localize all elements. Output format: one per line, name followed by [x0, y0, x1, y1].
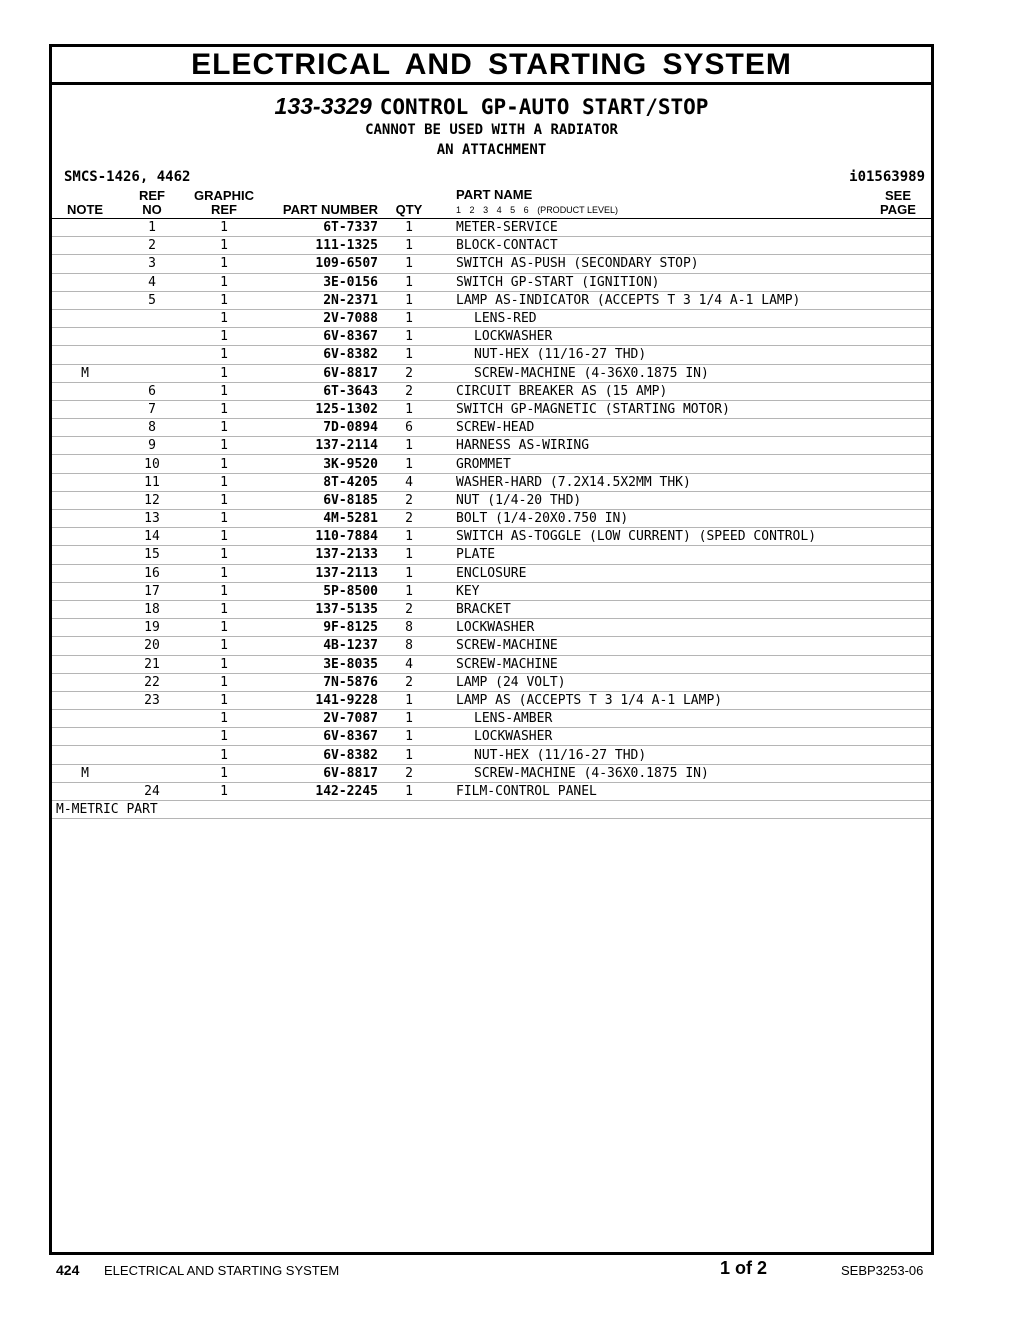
parts-page-frame	[49, 44, 934, 1255]
graphic-ref-cell: 1	[186, 473, 262, 491]
part-name-cell: SCREW-MACHINE (4-36X0.1875 IN)	[430, 764, 865, 782]
ref-no-cell: 4	[118, 273, 186, 291]
see-page-cell	[865, 564, 931, 582]
table-row	[52, 673, 931, 691]
part-name-cell: LAMP AS (ACCEPTS T 3 1/4 A-1 LAMP)	[430, 691, 865, 709]
part-name-cell: NUT-HEX (11/16-27 THD)	[430, 746, 865, 764]
qty-cell: 2	[388, 491, 430, 509]
col-note: NOTE	[52, 188, 118, 219]
part-number-cell: 6T-3643	[262, 382, 388, 400]
note-cell	[52, 291, 118, 309]
note-cell: M	[52, 364, 118, 382]
note-cell	[52, 219, 118, 237]
ref-no-cell: 11	[118, 473, 186, 491]
part-name-cell: HARNESS AS-WIRING	[430, 437, 865, 455]
table-row	[52, 382, 931, 400]
see-page-cell	[865, 673, 931, 691]
ref-no-cell: 12	[118, 491, 186, 509]
table-row	[52, 273, 931, 291]
qty-cell: 1	[388, 237, 430, 255]
col-see-page: SEE PAGE	[865, 188, 931, 219]
graphic-ref-cell: 1	[186, 710, 262, 728]
qty-cell: 8	[388, 619, 430, 637]
see-page-cell	[865, 691, 931, 709]
part-name-cell: BOLT (1/4-20X0.750 IN)	[430, 510, 865, 528]
note-cell	[52, 728, 118, 746]
group-title	[52, 93, 931, 120]
ref-no-cell: 7	[118, 400, 186, 418]
ref-no-cell: 19	[118, 619, 186, 637]
col-part-name: PART NAME 1 2 3 4 5 6 (PRODUCT LEVEL)	[430, 188, 865, 219]
graphic-ref-cell: 1	[186, 564, 262, 582]
see-page-cell	[865, 255, 931, 273]
ref-no-cell	[118, 328, 186, 346]
see-page-cell	[865, 346, 931, 364]
smcs-code: SMCS-1426, 4462	[64, 169, 191, 185]
note-cell	[52, 455, 118, 473]
table-row	[52, 546, 931, 564]
part-number-cell: 6V-8382	[262, 746, 388, 764]
ref-no-cell: 17	[118, 582, 186, 600]
part-number-cell: 6V-8367	[262, 328, 388, 346]
part-name-cell: KEY	[430, 582, 865, 600]
ref-no-cell: 14	[118, 528, 186, 546]
part-number-cell: 2V-7087	[262, 710, 388, 728]
graphic-ref-cell: 1	[186, 582, 262, 600]
graphic-ref-cell: 1	[186, 437, 262, 455]
usage-note-2: AN ATTACHMENT	[436, 142, 547, 158]
part-number-cell: 7D-0894	[262, 419, 388, 437]
part-number-cell: 6T-7337	[262, 219, 388, 237]
group-part-number: 133-3329	[274, 93, 372, 119]
graphic-ref-cell: 1	[186, 655, 262, 673]
note-cell	[52, 382, 118, 400]
see-page-cell	[865, 328, 931, 346]
note-cell	[52, 582, 118, 600]
qty-cell: 1	[388, 564, 430, 582]
footnote-row	[52, 801, 931, 819]
part-number-cell: 6V-8185	[262, 491, 388, 509]
parts-table	[52, 188, 931, 819]
page-number: 424	[56, 1262, 80, 1278]
part-name-cell: GROMMET	[430, 455, 865, 473]
ref-no-cell	[118, 346, 186, 364]
note-cell	[52, 309, 118, 327]
see-page-cell	[865, 764, 931, 782]
note-cell	[52, 655, 118, 673]
graphic-ref-cell: 1	[186, 346, 262, 364]
part-number-cell: 4B-1237	[262, 637, 388, 655]
part-name-cell: LENS-AMBER	[430, 710, 865, 728]
col-part-number: PART NUMBER	[262, 188, 388, 219]
graphic-ref-cell: 1	[186, 273, 262, 291]
qty-cell: 1	[388, 782, 430, 800]
ref-no-cell: 22	[118, 673, 186, 691]
qty-cell: 2	[388, 510, 430, 528]
part-number-cell: 4M-5281	[262, 510, 388, 528]
ref-no-cell: 23	[118, 691, 186, 709]
graphic-ref-cell: 1	[186, 691, 262, 709]
smcs-row	[52, 166, 931, 188]
see-page-cell	[865, 782, 931, 800]
see-page-cell	[865, 237, 931, 255]
graphic-ref-cell: 1	[186, 637, 262, 655]
note-cell	[52, 691, 118, 709]
part-number-cell: 3E-0156	[262, 273, 388, 291]
note-cell	[52, 546, 118, 564]
part-name-cell: SWITCH GP-MAGNETIC (STARTING MOTOR)	[430, 400, 865, 418]
part-number-cell: 6V-8367	[262, 728, 388, 746]
part-number-cell: 6V-8817	[262, 764, 388, 782]
qty-cell: 1	[388, 219, 430, 237]
part-number-cell: 9F-8125	[262, 619, 388, 637]
part-number-cell: 8T-4205	[262, 473, 388, 491]
table-row	[52, 528, 931, 546]
qty-cell: 1	[388, 691, 430, 709]
table-row	[52, 655, 931, 673]
part-name-cell: ENCLOSURE	[430, 564, 865, 582]
see-page-cell	[865, 528, 931, 546]
part-number-cell: 137-2114	[262, 437, 388, 455]
see-page-cell	[865, 273, 931, 291]
see-page-cell	[865, 219, 931, 237]
table-row	[52, 255, 931, 273]
note-cell	[52, 473, 118, 491]
ref-no-cell: 8	[118, 419, 186, 437]
part-name-cell: NUT-HEX (11/16-27 THD)	[430, 346, 865, 364]
qty-cell: 1	[388, 255, 430, 273]
note-cell	[52, 400, 118, 418]
see-page-cell	[865, 400, 931, 418]
qty-cell: 1	[388, 346, 430, 364]
part-name-cell: SWITCH AS-PUSH (SECONDARY STOP)	[430, 255, 865, 273]
metric-footnote: M-METRIC PART	[52, 801, 931, 819]
part-name-cell: SWITCH GP-START (IGNITION)	[430, 273, 865, 291]
note-cell	[52, 419, 118, 437]
part-name-cell: CIRCUIT BREAKER AS (15 AMP)	[430, 382, 865, 400]
graphic-ref-cell: 1	[186, 782, 262, 800]
graphic-ref-cell: 1	[186, 255, 262, 273]
see-page-cell	[865, 455, 931, 473]
qty-cell: 1	[388, 528, 430, 546]
see-page-cell	[865, 309, 931, 327]
table-row	[52, 328, 931, 346]
part-name-cell: SCREW-HEAD	[430, 419, 865, 437]
table-header-row	[52, 188, 931, 219]
part-number-cell: 6V-8382	[262, 346, 388, 364]
qty-cell: 4	[388, 473, 430, 491]
table-row	[52, 419, 931, 437]
part-name-cell: WASHER-HARD (7.2X14.5X2MM THK)	[430, 473, 865, 491]
see-page-cell	[865, 510, 931, 528]
graphic-ref-cell: 1	[186, 419, 262, 437]
graphic-ref-cell: 1	[186, 764, 262, 782]
graphic-ref-cell: 1	[186, 219, 262, 237]
qty-cell: 1	[388, 291, 430, 309]
part-number-cell: 125-1302	[262, 400, 388, 418]
table-row	[52, 600, 931, 618]
part-name-cell: SCREW-MACHINE (4-36X0.1875 IN)	[430, 364, 865, 382]
group-part-name: CONTROL GP-AUTO START/STOP	[379, 95, 709, 119]
qty-cell: 2	[388, 364, 430, 382]
graphic-ref-cell: 1	[186, 364, 262, 382]
part-number-cell: 110-7884	[262, 528, 388, 546]
part-name-cell: LAMP (24 VOLT)	[430, 673, 865, 691]
graphic-ref-cell: 1	[186, 328, 262, 346]
see-page-cell	[865, 364, 931, 382]
table-row	[52, 237, 931, 255]
page-count: 1 of 2	[720, 1258, 768, 1278]
ref-no-cell: 5	[118, 291, 186, 309]
table-row	[52, 582, 931, 600]
part-name-cell: LOCKWASHER	[430, 619, 865, 637]
ref-no-cell: 3	[118, 255, 186, 273]
qty-cell: 2	[388, 764, 430, 782]
graphic-ref-cell: 1	[186, 673, 262, 691]
note-cell	[52, 491, 118, 509]
part-number-cell: 109-6507	[262, 255, 388, 273]
note-cell	[52, 528, 118, 546]
see-page-cell	[865, 291, 931, 309]
table-row	[52, 455, 931, 473]
part-name-cell: LAMP AS-INDICATOR (ACCEPTS T 3 1/4 A-1 LAMP)	[430, 291, 865, 309]
table-row	[52, 346, 931, 364]
col-ref-no: REF NO	[118, 188, 186, 219]
ref-no-cell	[118, 309, 186, 327]
part-number-cell: 137-2133	[262, 546, 388, 564]
qty-cell: 1	[388, 400, 430, 418]
part-name-cell: SCREW-MACHINE	[430, 655, 865, 673]
parts-table-body	[52, 219, 931, 819]
qty-cell: 1	[388, 455, 430, 473]
see-page-cell	[865, 600, 931, 618]
table-row	[52, 473, 931, 491]
see-page-cell	[865, 655, 931, 673]
note-cell	[52, 237, 118, 255]
part-number-cell: 111-1325	[262, 237, 388, 255]
graphic-ref-cell: 1	[186, 291, 262, 309]
qty-cell: 1	[388, 710, 430, 728]
part-name-cell: LOCKWASHER	[430, 728, 865, 746]
part-number-cell: 2V-7088	[262, 309, 388, 327]
note-cell	[52, 637, 118, 655]
qty-cell: 1	[388, 546, 430, 564]
qty-cell: 1	[388, 746, 430, 764]
note-cell	[52, 346, 118, 364]
ref-no-cell	[118, 364, 186, 382]
part-name-cell: SCREW-MACHINE	[430, 637, 865, 655]
note-cell	[52, 328, 118, 346]
see-page-cell	[865, 473, 931, 491]
note-cell	[52, 564, 118, 582]
ref-no-cell: 15	[118, 546, 186, 564]
part-number-cell: 137-2113	[262, 564, 388, 582]
table-row	[52, 291, 931, 309]
illustration-id: i01563989	[849, 169, 925, 185]
table-row	[52, 364, 931, 382]
part-name-cell: METER-SERVICE	[430, 219, 865, 237]
section-title: ELECTRICAL AND STARTING SYSTEM	[52, 47, 931, 85]
ref-no-cell: 13	[118, 510, 186, 528]
graphic-ref-cell: 1	[186, 528, 262, 546]
see-page-cell	[865, 546, 931, 564]
graphic-ref-cell: 1	[186, 728, 262, 746]
graphic-ref-cell: 1	[186, 237, 262, 255]
part-name-cell: BLOCK-CONTACT	[430, 237, 865, 255]
note-cell	[52, 255, 118, 273]
ref-no-cell: 6	[118, 382, 186, 400]
table-row	[52, 219, 931, 237]
qty-cell: 1	[388, 328, 430, 346]
ref-no-cell: 10	[118, 455, 186, 473]
part-name-cell: BRACKET	[430, 600, 865, 618]
see-page-cell	[865, 582, 931, 600]
part-number-cell: 3E-8035	[262, 655, 388, 673]
ref-no-cell: 1	[118, 219, 186, 237]
graphic-ref-cell: 1	[186, 546, 262, 564]
ref-no-cell	[118, 728, 186, 746]
table-row	[52, 400, 931, 418]
note-cell	[52, 273, 118, 291]
see-page-cell	[865, 382, 931, 400]
part-number-cell: 137-5135	[262, 600, 388, 618]
part-number-cell: 2N-2371	[262, 291, 388, 309]
table-row	[52, 710, 931, 728]
ref-no-cell	[118, 710, 186, 728]
qty-cell: 1	[388, 582, 430, 600]
footer-section: ELECTRICAL AND STARTING SYSTEM	[104, 1263, 340, 1278]
part-name-cell: NUT (1/4-20 THD)	[430, 491, 865, 509]
ref-no-cell: 16	[118, 564, 186, 582]
qty-cell: 1	[388, 437, 430, 455]
note-cell	[52, 619, 118, 637]
table-row	[52, 782, 931, 800]
col-graphic-ref: GRAPHIC REF	[186, 188, 262, 219]
col-qty: QTY	[388, 188, 430, 219]
qty-cell: 6	[388, 419, 430, 437]
note-cell	[52, 600, 118, 618]
graphic-ref-cell: 1	[186, 746, 262, 764]
graphic-ref-cell: 1	[186, 619, 262, 637]
part-name-cell: FILM-CONTROL PANEL	[430, 782, 865, 800]
note-cell: M	[52, 764, 118, 782]
qty-cell: 1	[388, 273, 430, 291]
note-cell	[52, 673, 118, 691]
table-row	[52, 728, 931, 746]
qty-cell: 4	[388, 655, 430, 673]
part-number-cell: 7N-5876	[262, 673, 388, 691]
part-number-cell: 3K-9520	[262, 455, 388, 473]
ref-no-cell	[118, 764, 186, 782]
ref-no-cell: 9	[118, 437, 186, 455]
ref-no-cell: 24	[118, 782, 186, 800]
qty-cell: 8	[388, 637, 430, 655]
table-row	[52, 691, 931, 709]
table-row	[52, 564, 931, 582]
usage-note-1: CANNOT BE USED WITH A RADIATOR	[365, 122, 618, 138]
qty-cell: 2	[388, 673, 430, 691]
see-page-cell	[865, 710, 931, 728]
product-levels: 1 2 3 4 5 6 (PRODUCT LEVEL)	[456, 205, 619, 215]
note-cell	[52, 782, 118, 800]
part-name-cell: LENS-RED	[430, 309, 865, 327]
graphic-ref-cell: 1	[186, 491, 262, 509]
graphic-ref-cell: 1	[186, 510, 262, 528]
table-row	[52, 491, 931, 509]
note-cell	[52, 746, 118, 764]
part-number-cell: 141-9228	[262, 691, 388, 709]
see-page-cell	[865, 746, 931, 764]
page-footer	[0, 1258, 1020, 1282]
qty-cell: 2	[388, 382, 430, 400]
ref-no-cell: 2	[118, 237, 186, 255]
graphic-ref-cell: 1	[186, 382, 262, 400]
qty-cell: 1	[388, 309, 430, 327]
see-page-cell	[865, 728, 931, 746]
ref-no-cell: 20	[118, 637, 186, 655]
table-row	[52, 746, 931, 764]
qty-cell: 1	[388, 728, 430, 746]
table-row	[52, 309, 931, 327]
table-row	[52, 637, 931, 655]
part-name-cell: PLATE	[430, 546, 865, 564]
part-number-cell: 6V-8817	[262, 364, 388, 382]
see-page-cell	[865, 619, 931, 637]
note-cell	[52, 437, 118, 455]
graphic-ref-cell: 1	[186, 600, 262, 618]
see-page-cell	[865, 637, 931, 655]
graphic-ref-cell: 1	[186, 400, 262, 418]
part-name-cell: LOCKWASHER	[430, 328, 865, 346]
note-cell	[52, 510, 118, 528]
ref-no-cell: 18	[118, 600, 186, 618]
see-page-cell	[865, 491, 931, 509]
part-name-cell: SWITCH AS-TOGGLE (LOW CURRENT) (SPEED CONTROL)	[430, 528, 865, 546]
graphic-ref-cell: 1	[186, 309, 262, 327]
document-id: SEBP3253-06	[841, 1263, 924, 1278]
table-row	[52, 437, 931, 455]
ref-no-cell	[118, 746, 186, 764]
part-number-cell: 142-2245	[262, 782, 388, 800]
table-row	[52, 510, 931, 528]
see-page-cell	[865, 437, 931, 455]
ref-no-cell: 21	[118, 655, 186, 673]
table-row	[52, 619, 931, 637]
part-number-cell: 5P-8500	[262, 582, 388, 600]
qty-cell: 2	[388, 600, 430, 618]
table-row	[52, 764, 931, 782]
see-page-cell	[865, 419, 931, 437]
graphic-ref-cell: 1	[186, 455, 262, 473]
note-cell	[52, 710, 118, 728]
